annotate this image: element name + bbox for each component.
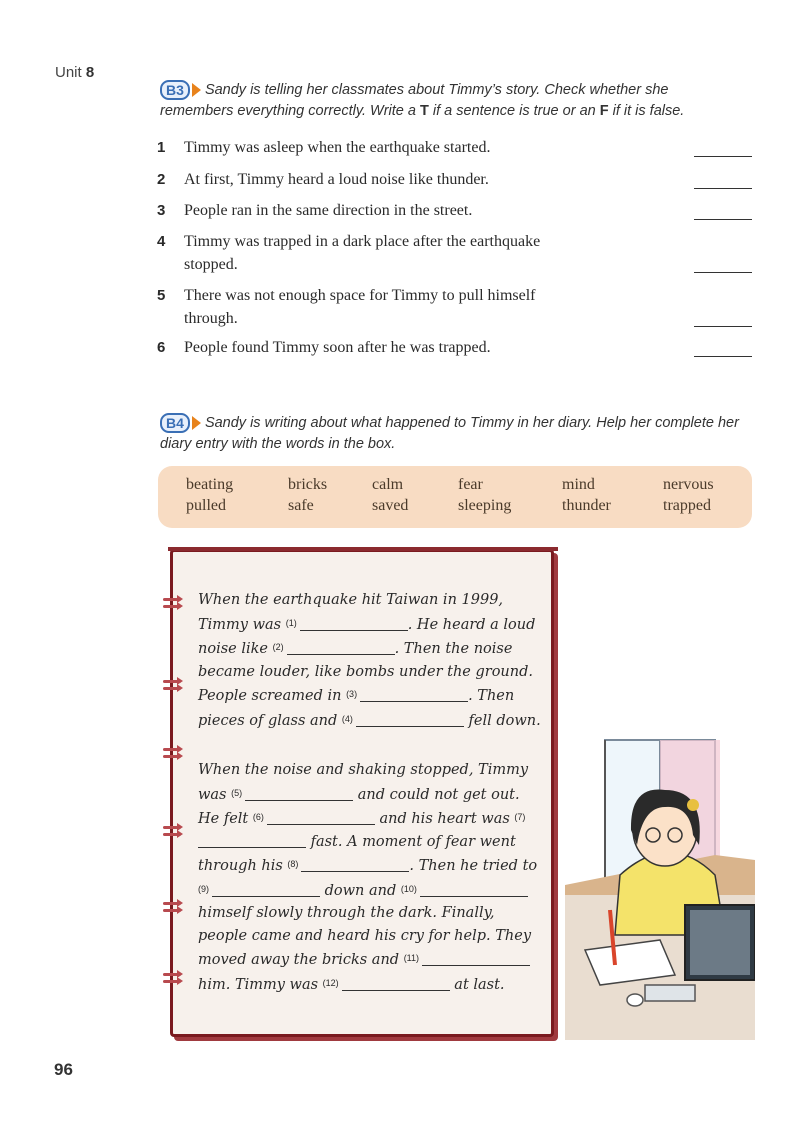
- hair-clip-icon: [687, 799, 699, 811]
- tf-statement: Timmy was asleep when the earthquake started.: [184, 139, 491, 156]
- blank-number: (8): [287, 859, 299, 869]
- blank-number: (11): [403, 953, 420, 963]
- tf-number: 2: [157, 171, 166, 188]
- word: pulled: [186, 497, 226, 514]
- b4-instruction-text: Sandy is writing about what happened to Timmy in her diary. Help her complete her diary entry with the words in the box.: [160, 415, 739, 452]
- answer-blank[interactable]: [694, 326, 752, 327]
- diary-text: . Then he tried to: [409, 858, 538, 874]
- b3-instruction: [160, 80, 740, 122]
- b4-instruction: [160, 413, 740, 455]
- word-box: [158, 466, 752, 528]
- blank-number: (12): [322, 977, 339, 988]
- word: beating: [186, 476, 234, 493]
- blank-number: (2): [272, 642, 284, 652]
- fill-blank[interactable]: [342, 977, 450, 991]
- blank-number: (4): [341, 713, 353, 724]
- fill-blank[interactable]: [198, 834, 306, 848]
- fill-blank[interactable]: [422, 952, 530, 966]
- answer-blank[interactable]: [694, 356, 752, 357]
- diary-text: When the noise and shaking stopped, Timmy was: [198, 762, 529, 803]
- tf-statement: People found Timmy soon after he was trapped.: [184, 339, 491, 356]
- diary-text: down and: [320, 882, 401, 899]
- mouse-icon: [627, 994, 643, 1006]
- diary-text: fast. A moment of fear went through his: [198, 833, 516, 874]
- diary-paragraph-1: [198, 589, 543, 732]
- unit-number: 8: [85, 64, 95, 81]
- word: saved: [372, 497, 409, 514]
- play-arrow-icon: [192, 416, 201, 430]
- word: mind: [562, 476, 595, 493]
- tf-statement: At first, Timmy heard a loud noise like thunder.: [184, 171, 489, 188]
- b4-badge-label: B4: [160, 413, 190, 433]
- blank-number: (7): [514, 812, 526, 822]
- tf-number: 6: [157, 339, 166, 356]
- word: bricks: [288, 476, 328, 493]
- blank-number: (9): [198, 883, 209, 894]
- fill-blank[interactable]: [301, 858, 409, 872]
- tf-number: 1: [157, 139, 166, 156]
- spiral-ring-icon: [163, 752, 185, 762]
- tf-number: 5: [157, 287, 166, 304]
- word: fear: [458, 476, 483, 493]
- diary-text: . Then the noise became louder, like bombs under the ground. People screamed in: [198, 641, 533, 704]
- fill-blank[interactable]: [287, 641, 395, 655]
- answer-blank[interactable]: [694, 156, 752, 157]
- spiral-ring-icon: [163, 830, 185, 840]
- diary-text: . Then pieces of glass and: [198, 688, 515, 729]
- fill-blank[interactable]: [356, 713, 464, 727]
- diary-text: When the earthquake hit Taiwan in 1999, Timmy was: [198, 592, 504, 633]
- word: calm: [372, 476, 404, 493]
- b4-badge: [160, 413, 201, 433]
- b3-instruction-b: if a sentence is true or an: [428, 103, 600, 119]
- tf-statement: Timmy was trapped in a dark place after the earthquake stopped.: [184, 233, 541, 273]
- unit-prefix: Unit: [55, 64, 82, 81]
- spiral-ring-icon: [163, 977, 185, 987]
- b3-badge-label: B3: [160, 80, 190, 100]
- b3-instruction-c: if it is false.: [608, 103, 685, 119]
- diary-text: and his heart was: [374, 811, 515, 827]
- blank-number: (1): [285, 617, 297, 628]
- tf-number: 3: [157, 202, 166, 219]
- spiral-ring-icon: [163, 684, 185, 694]
- unit-label: [55, 64, 94, 81]
- tf-statement: People ran in the same direction in the street.: [184, 202, 473, 219]
- spiral-ring-icon: [163, 906, 185, 916]
- b3-instruction-a: Sandy is telling her classmates about Timmy’s story. Check whether she remembers everything correctly. Write a: [160, 82, 669, 119]
- word: sleeping: [458, 497, 512, 514]
- word: thunder: [562, 497, 611, 514]
- word: nervous: [663, 476, 714, 493]
- answer-blank[interactable]: [694, 219, 752, 220]
- diary-text: and could not get out. He felt: [198, 786, 520, 827]
- b3-badge: [160, 80, 201, 100]
- blank-number: (3): [346, 689, 358, 699]
- blank-number: (6): [252, 812, 264, 822]
- fill-blank[interactable]: [420, 883, 528, 897]
- play-arrow-icon: [192, 83, 201, 97]
- diary-text: fell down.: [463, 712, 541, 729]
- word: safe: [288, 497, 314, 514]
- b3-t-letter: T: [420, 103, 429, 119]
- fill-blank[interactable]: [360, 688, 468, 702]
- tf-number: 4: [157, 233, 166, 250]
- tf-statement: There was not enough space for Timmy to pull himself through.: [184, 287, 536, 327]
- diary-paragraph-2: [198, 759, 543, 996]
- fill-blank[interactable]: [245, 787, 353, 801]
- answer-blank[interactable]: [694, 188, 752, 189]
- girl-writing-illustration: [565, 735, 755, 1040]
- page-number: 96: [54, 1060, 73, 1079]
- fill-blank[interactable]: [212, 883, 320, 897]
- diary-text: him. Timmy was: [198, 976, 323, 993]
- keyboard-icon: [645, 985, 695, 1001]
- blank-number: (10): [400, 883, 417, 894]
- diary-text: at last.: [449, 976, 505, 993]
- blank-number: (5): [231, 787, 243, 798]
- spiral-ring-icon: [163, 602, 185, 612]
- word: trapped: [663, 497, 711, 514]
- fill-blank[interactable]: [300, 617, 408, 631]
- diary-text: himself slowly through the dark. Finally, people came and heard his cry for help. They moved away the bricks and: [198, 905, 532, 968]
- diary-text: . He heard a loud noise like: [198, 616, 536, 657]
- answer-blank[interactable]: [694, 272, 752, 273]
- diary-top-edge: [168, 547, 558, 551]
- b3-f-letter: F: [599, 103, 609, 119]
- fill-blank[interactable]: [267, 811, 375, 825]
